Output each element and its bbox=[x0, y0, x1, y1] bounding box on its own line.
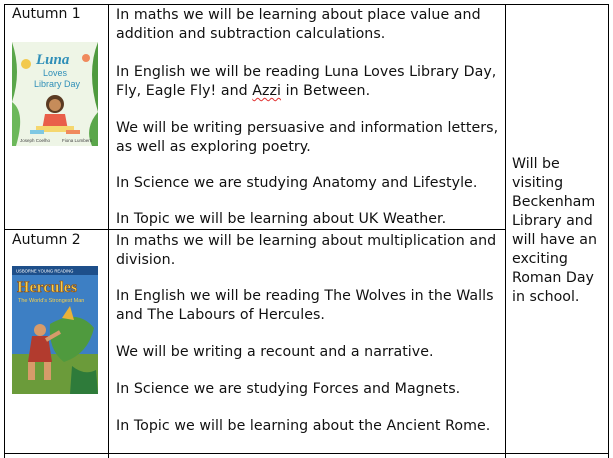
autumn1-science-text: In Science we are studying Anatomy and Lifestyle. bbox=[116, 175, 478, 191]
svg-text:Luna: Luna bbox=[36, 52, 70, 68]
column-divider-2 bbox=[505, 4, 506, 458]
svg-text:Hercules: Hercules bbox=[17, 279, 78, 296]
autumn2-maths-text: In maths we will be learning about multiplication and division. bbox=[116, 233, 497, 268]
hercules-book-cover-image bbox=[12, 266, 98, 394]
luna-book-cover-image bbox=[12, 42, 98, 146]
svg-text:USBORNE YOUNG READING: USBORNE YOUNG READING bbox=[16, 268, 74, 274]
autumn1-topic-text: In Topic we will be learning about UK Weather. bbox=[116, 211, 447, 227]
azzi-word: Azzi bbox=[252, 83, 282, 99]
column-divider-1 bbox=[108, 4, 109, 458]
row-divider-2 bbox=[4, 453, 609, 454]
autumn2-topic-text: In Topic we will be learning about the Ancient Rome. bbox=[116, 418, 491, 434]
term-label-autumn-2: Autumn 2 bbox=[12, 232, 81, 248]
table-border-top bbox=[4, 4, 609, 5]
autumn2-english-text: In English we will be reading The Wolves in the Walls and The Labours of Hercules. bbox=[116, 288, 494, 323]
autumn2-writing-text: We will be writing a recount and a narrative. bbox=[116, 344, 434, 360]
autumn2-science-text: In Science we are studying Forces and Magnets. bbox=[116, 381, 461, 397]
azzi-rest: in Between. bbox=[281, 83, 371, 99]
visits-note: Will be visiting Beckenham Library and will have an exciting Roman Day in school. bbox=[512, 156, 597, 305]
svg-text:Loves: Loves bbox=[43, 68, 68, 78]
autumn1-writing-text: We will be writing persuasive and information letters, as well as exploring poetry. bbox=[116, 120, 499, 155]
svg-text:Joseph Coelho: Joseph Coelho bbox=[20, 138, 51, 143]
row-divider-1 bbox=[4, 229, 506, 230]
autumn1-english-text bbox=[116, 63, 501, 101]
term-label-autumn-1: Autumn 1 bbox=[12, 6, 81, 22]
autumn1-english-main: In English we will be reading Luna Loves Library Day, Fly, Eagle Fly! and bbox=[116, 64, 497, 99]
svg-text:Library Day: Library Day bbox=[34, 79, 81, 89]
autumn1-maths-text: In maths we will be learning about place value and addition and subtraction calculations. bbox=[116, 7, 481, 42]
svg-text:Fiona Lumbers: Fiona Lumbers bbox=[62, 138, 93, 143]
svg-text:The World's Strongest Man: The World's Strongest Man bbox=[18, 298, 85, 304]
table-border-left bbox=[4, 4, 5, 458]
table-border-right bbox=[608, 4, 609, 458]
